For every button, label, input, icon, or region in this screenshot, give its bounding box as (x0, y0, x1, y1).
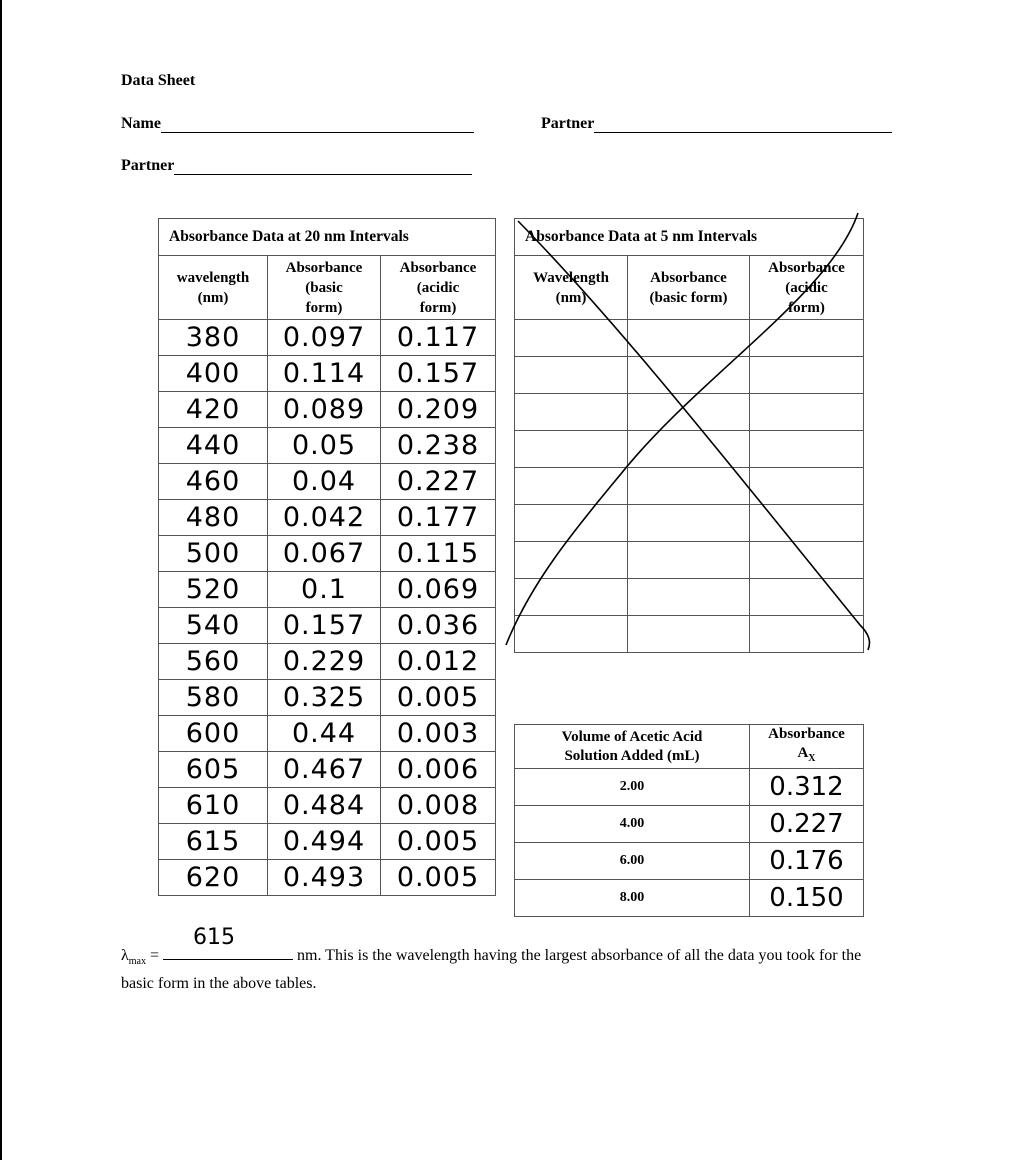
basic-absorbance-cell[interactable]: 0.04 (268, 464, 381, 500)
table-row (515, 394, 864, 431)
table-row (159, 320, 496, 356)
basic-absorbance-cell[interactable]: 0.494 (268, 824, 381, 860)
lambda-symbol: λ (121, 947, 129, 964)
table-row (159, 356, 496, 392)
vol-col-absorbance-symbol: A (797, 745, 809, 761)
table-row (159, 680, 496, 716)
table-row (159, 572, 496, 608)
empty-cell[interactable] (628, 468, 750, 505)
lambda-footer-text: nm. This is the wavelength having the largest absorbance of all the data you took for the basic form in the above tables. (121, 947, 862, 993)
wavelength-cell[interactable]: 460 (159, 464, 268, 500)
empty-cell[interactable] (515, 542, 628, 579)
table-row (515, 806, 864, 843)
empty-cell[interactable] (750, 468, 864, 505)
table-row (515, 843, 864, 880)
partner-blank-line-2[interactable] (174, 158, 472, 175)
table5-col-acidic: Absorbance (acidic form) (750, 256, 864, 320)
table-row (515, 505, 864, 542)
acidic-absorbance-cell[interactable]: 0.069 (381, 572, 496, 608)
vol-col-absorbance-label: Absorbance (768, 726, 845, 742)
table5-col-wavelength: Wavelength (nm) (515, 256, 628, 320)
name-field (121, 115, 474, 133)
table-row (159, 716, 496, 752)
table5-body (515, 320, 864, 653)
acidic-absorbance-cell[interactable]: 0.003 (381, 716, 496, 752)
table-row (515, 880, 864, 917)
table-row (159, 788, 496, 824)
wavelength-cell[interactable]: 440 (159, 428, 268, 464)
table20-col-wavelength: wavelength (nm) (159, 256, 268, 320)
table-row (515, 431, 864, 468)
empty-cell[interactable] (515, 320, 628, 357)
name-blank-line[interactable] (161, 116, 474, 133)
acidic-absorbance-cell[interactable]: 0.177 (381, 500, 496, 536)
absorbance-ax-cell[interactable]: 0.312 (750, 769, 864, 806)
empty-cell[interactable] (515, 616, 628, 653)
empty-cell[interactable] (628, 431, 750, 468)
empty-cell[interactable] (515, 394, 628, 431)
partner-field-1 (541, 115, 892, 133)
table-row (515, 357, 864, 394)
partner-label-2: Partner (121, 157, 175, 174)
partner-label-1: Partner (541, 115, 595, 132)
name-label: Name (121, 115, 161, 132)
basic-absorbance-cell[interactable]: 0.114 (268, 356, 381, 392)
basic-absorbance-cell[interactable]: 0.493 (268, 860, 381, 896)
acidic-absorbance-cell[interactable]: 0.012 (381, 644, 496, 680)
empty-cell[interactable] (628, 505, 750, 542)
table-row (515, 616, 864, 653)
table-row (159, 428, 496, 464)
lambda-equals: = (145, 947, 164, 964)
table20-col-acidic: Absorbance (acidic form) (381, 256, 496, 320)
partner-field-2 (121, 157, 472, 175)
empty-cell[interactable] (628, 542, 750, 579)
volume-cell: 2.00 (515, 769, 750, 806)
vol-col-absorbance (750, 725, 864, 769)
volume-cell: 6.00 (515, 843, 750, 880)
absorbance-5nm-table (514, 218, 864, 653)
volume-absorbance-table (514, 724, 864, 917)
table-row (515, 542, 864, 579)
basic-absorbance-cell[interactable]: 0.44 (268, 716, 381, 752)
empty-cell[interactable] (750, 579, 864, 616)
wavelength-cell[interactable]: 615 (159, 824, 268, 860)
empty-cell[interactable] (515, 431, 628, 468)
acidic-absorbance-cell[interactable]: 0.008 (381, 788, 496, 824)
table20-col-basic: Absorbance (basic form) (268, 256, 381, 320)
basic-absorbance-cell[interactable]: 0.097 (268, 320, 381, 356)
table-row (159, 536, 496, 572)
lambda-subscript: max (128, 956, 146, 968)
absorbance-20nm-table (158, 218, 496, 896)
wavelength-cell[interactable]: 480 (159, 500, 268, 536)
table-row (159, 860, 496, 896)
empty-cell[interactable] (628, 616, 750, 653)
page-heading: Data Sheet (121, 72, 196, 89)
table-row (159, 608, 496, 644)
wavelength-cell[interactable]: 400 (159, 356, 268, 392)
empty-cell[interactable] (628, 394, 750, 431)
acidic-absorbance-cell[interactable]: 0.115 (381, 536, 496, 572)
empty-cell[interactable] (515, 579, 628, 616)
empty-cell[interactable] (750, 616, 864, 653)
empty-cell[interactable] (628, 320, 750, 357)
partner-blank-line-1[interactable] (594, 116, 892, 133)
acidic-absorbance-cell[interactable]: 0.238 (381, 428, 496, 464)
vol-col-volume: Volume of Acetic Acid Solution Added (mL) (515, 725, 750, 769)
table-row (159, 464, 496, 500)
table-row (159, 500, 496, 536)
acidic-absorbance-cell[interactable]: 0.209 (381, 392, 496, 428)
empty-cell[interactable] (750, 431, 864, 468)
table-row (515, 320, 864, 357)
empty-cell[interactable] (750, 357, 864, 394)
table-row (515, 769, 864, 806)
wavelength-cell[interactable]: 620 (159, 860, 268, 896)
absorbance-ax-cell[interactable]: 0.176 (750, 843, 864, 880)
lambda-max-value: 615 (193, 925, 236, 950)
basic-absorbance-cell[interactable]: 0.042 (268, 500, 381, 536)
page-edge-rule (0, 0, 2, 1160)
volume-cell: 8.00 (515, 880, 750, 917)
wavelength-cell[interactable]: 520 (159, 572, 268, 608)
empty-cell[interactable] (515, 505, 628, 542)
wavelength-cell[interactable]: 540 (159, 608, 268, 644)
acidic-absorbance-cell[interactable]: 0.005 (381, 680, 496, 716)
basic-absorbance-cell[interactable]: 0.229 (268, 644, 381, 680)
lambda-max-statement (121, 925, 891, 995)
wavelength-cell[interactable]: 600 (159, 716, 268, 752)
acidic-absorbance-cell[interactable]: 0.006 (381, 752, 496, 788)
empty-cell[interactable] (515, 357, 628, 394)
wavelength-cell[interactable]: 380 (159, 320, 268, 356)
acidic-absorbance-cell[interactable]: 0.227 (381, 464, 496, 500)
empty-cell[interactable] (628, 579, 750, 616)
basic-absorbance-cell[interactable]: 0.05 (268, 428, 381, 464)
table-row (159, 392, 496, 428)
table20-title: Absorbance Data at 20 nm Intervals (159, 219, 496, 256)
table-row (515, 579, 864, 616)
wavelength-cell[interactable]: 610 (159, 788, 268, 824)
basic-absorbance-cell[interactable]: 0.089 (268, 392, 381, 428)
volume-cell: 4.00 (515, 806, 750, 843)
basic-absorbance-cell[interactable]: 0.325 (268, 680, 381, 716)
vol-col-absorbance-subscript: X (808, 753, 816, 764)
acidic-absorbance-cell[interactable]: 0.005 (381, 860, 496, 896)
empty-cell[interactable] (750, 542, 864, 579)
table5-title: Absorbance Data at 5 nm Intervals (515, 219, 864, 256)
wavelength-cell[interactable]: 605 (159, 752, 268, 788)
absorbance-ax-cell[interactable]: 0.227 (750, 806, 864, 843)
acidic-absorbance-cell[interactable]: 0.117 (381, 320, 496, 356)
table20-body (159, 320, 496, 896)
wavelength-cell[interactable]: 560 (159, 644, 268, 680)
empty-cell[interactable] (628, 357, 750, 394)
table-row (159, 752, 496, 788)
basic-absorbance-cell[interactable]: 0.067 (268, 536, 381, 572)
basic-absorbance-cell[interactable]: 0.1 (268, 572, 381, 608)
wavelength-cell[interactable]: 580 (159, 680, 268, 716)
table-row (515, 468, 864, 505)
empty-cell[interactable] (750, 320, 864, 357)
basic-absorbance-cell[interactable]: 0.484 (268, 788, 381, 824)
acidic-absorbance-cell[interactable]: 0.157 (381, 356, 496, 392)
empty-cell[interactable] (515, 468, 628, 505)
lambda-max-blank[interactable] (163, 925, 293, 960)
wavelength-cell[interactable]: 420 (159, 392, 268, 428)
absorbance-ax-cell[interactable]: 0.150 (750, 880, 864, 917)
vol-table-body (515, 769, 864, 917)
basic-absorbance-cell[interactable]: 0.467 (268, 752, 381, 788)
basic-absorbance-cell[interactable]: 0.157 (268, 608, 381, 644)
table5-col-basic: Absorbance (basic form) (628, 256, 750, 320)
table-row (159, 824, 496, 860)
acidic-absorbance-cell[interactable]: 0.036 (381, 608, 496, 644)
acidic-absorbance-cell[interactable]: 0.005 (381, 824, 496, 860)
wavelength-cell[interactable]: 500 (159, 536, 268, 572)
table-row (159, 644, 496, 680)
empty-cell[interactable] (750, 505, 864, 542)
empty-cell[interactable] (750, 394, 864, 431)
